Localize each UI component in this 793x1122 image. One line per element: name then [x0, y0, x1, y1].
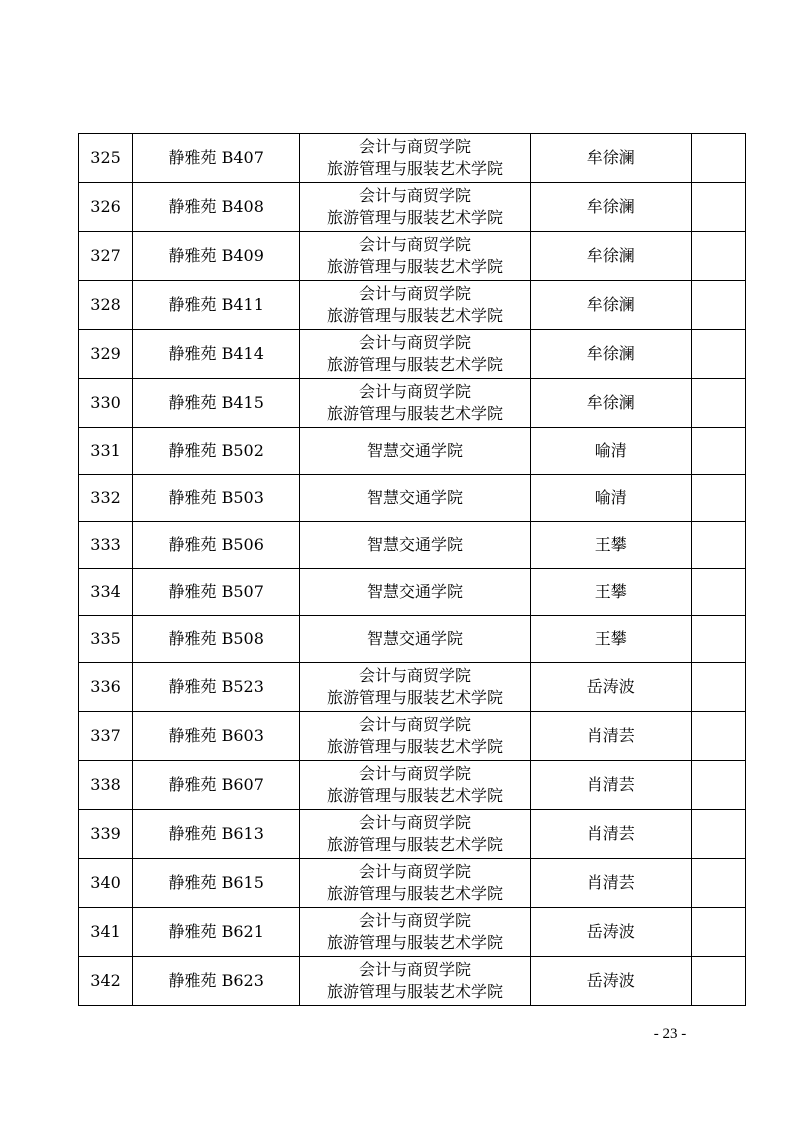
room-cell: 静雅苑 B415	[133, 379, 300, 428]
room-cell: 静雅苑 B613	[133, 810, 300, 859]
table-row	[79, 616, 746, 663]
note-cell	[691, 908, 745, 957]
college-name: 会计与商贸学院	[358, 813, 471, 832]
college-name: 旅游管理与服装艺术学院	[326, 257, 503, 276]
person-cell: 肖清芸	[530, 810, 691, 859]
college-name: 旅游管理与服装艺术学院	[326, 688, 503, 707]
table-row	[79, 281, 746, 330]
row-number-cell: 325	[79, 134, 133, 183]
table-row	[79, 183, 746, 232]
college-cell	[300, 475, 530, 522]
person-cell: 岳涛波	[530, 908, 691, 957]
room-cell: 静雅苑 B414	[133, 330, 300, 379]
college-cell	[300, 330, 530, 379]
table-body	[79, 134, 746, 1006]
college-name: 会计与商贸学院	[358, 137, 471, 156]
note-cell	[691, 183, 745, 232]
room-cell: 静雅苑 B409	[133, 232, 300, 281]
room-cell: 静雅苑 B603	[133, 712, 300, 761]
person-cell: 岳涛波	[530, 663, 691, 712]
room-cell: 静雅苑 B407	[133, 134, 300, 183]
college-cell	[300, 957, 530, 1006]
college-name: 旅游管理与服装艺术学院	[326, 306, 503, 325]
college-name: 会计与商贸学院	[358, 862, 471, 881]
college-name: 旅游管理与服装艺术学院	[326, 208, 503, 227]
college-name: 旅游管理与服装艺术学院	[326, 835, 503, 854]
note-cell	[691, 281, 745, 330]
room-cell: 静雅苑 B621	[133, 908, 300, 957]
college-cell	[300, 569, 530, 616]
person-cell: 喻清	[530, 475, 691, 522]
table-row	[79, 134, 746, 183]
person-cell: 牟徐澜	[530, 232, 691, 281]
college-name: 旅游管理与服装艺术学院	[326, 355, 503, 374]
college-name: 旅游管理与服装艺术学院	[326, 404, 503, 423]
person-cell: 牟徐澜	[530, 330, 691, 379]
college-name: 会计与商贸学院	[358, 333, 471, 352]
college-name: 会计与商贸学院	[358, 960, 471, 979]
note-cell	[691, 475, 745, 522]
college-name: 旅游管理与服装艺术学院	[326, 737, 503, 756]
note-cell	[691, 859, 745, 908]
page-number: - 23 -	[653, 1026, 687, 1042]
room-cell: 静雅苑 B503	[133, 475, 300, 522]
row-number-cell: 341	[79, 908, 133, 957]
person-cell: 王攀	[530, 616, 691, 663]
row-number-cell: 334	[79, 569, 133, 616]
college-name: 旅游管理与服装艺术学院	[326, 159, 503, 178]
row-number-cell: 329	[79, 330, 133, 379]
table-row	[79, 379, 746, 428]
room-cell: 静雅苑 B506	[133, 522, 300, 569]
room-cell: 静雅苑 B615	[133, 859, 300, 908]
note-cell	[691, 379, 745, 428]
college-cell	[300, 379, 530, 428]
room-cell: 静雅苑 B508	[133, 616, 300, 663]
row-number-cell: 326	[79, 183, 133, 232]
row-number-cell: 333	[79, 522, 133, 569]
college-name: 智慧交通学院	[366, 535, 463, 554]
college-name: 会计与商贸学院	[358, 382, 471, 401]
person-cell: 牟徐澜	[530, 379, 691, 428]
college-name: 智慧交通学院	[366, 629, 463, 648]
college-cell	[300, 428, 530, 475]
room-cell: 静雅苑 B507	[133, 569, 300, 616]
row-number-cell: 336	[79, 663, 133, 712]
college-name: 旅游管理与服装艺术学院	[326, 786, 503, 805]
row-number-cell: 338	[79, 761, 133, 810]
note-cell	[691, 957, 745, 1006]
college-cell	[300, 859, 530, 908]
row-number-cell: 335	[79, 616, 133, 663]
note-cell	[691, 810, 745, 859]
person-cell: 王攀	[530, 522, 691, 569]
person-cell: 肖清芸	[530, 761, 691, 810]
college-cell	[300, 663, 530, 712]
college-name: 旅游管理与服装艺术学院	[326, 933, 503, 952]
college-name: 智慧交通学院	[366, 441, 463, 460]
table-row	[79, 569, 746, 616]
row-number-cell: 342	[79, 957, 133, 1006]
college-name: 会计与商贸学院	[358, 284, 471, 303]
row-number-cell: 339	[79, 810, 133, 859]
note-cell	[691, 761, 745, 810]
row-number-cell: 327	[79, 232, 133, 281]
room-cell: 静雅苑 B607	[133, 761, 300, 810]
person-cell: 喻清	[530, 428, 691, 475]
note-cell	[691, 712, 745, 761]
college-name: 旅游管理与服装艺术学院	[326, 884, 503, 903]
table-row	[79, 330, 746, 379]
note-cell	[691, 134, 745, 183]
note-cell	[691, 232, 745, 281]
college-cell	[300, 761, 530, 810]
college-name: 会计与商贸学院	[358, 186, 471, 205]
person-cell: 肖清芸	[530, 859, 691, 908]
college-cell	[300, 134, 530, 183]
table-row	[79, 428, 746, 475]
table-row	[79, 712, 746, 761]
table-row	[79, 761, 746, 810]
person-cell: 牟徐澜	[530, 134, 691, 183]
room-cell: 静雅苑 B523	[133, 663, 300, 712]
table-row	[79, 908, 746, 957]
college-cell	[300, 908, 530, 957]
row-number-cell: 328	[79, 281, 133, 330]
college-cell	[300, 281, 530, 330]
room-cell: 静雅苑 B408	[133, 183, 300, 232]
table-row	[79, 859, 746, 908]
row-number-cell: 340	[79, 859, 133, 908]
college-name: 会计与商贸学院	[358, 911, 471, 930]
row-number-cell: 331	[79, 428, 133, 475]
row-number-cell: 332	[79, 475, 133, 522]
note-cell	[691, 428, 745, 475]
college-cell	[300, 522, 530, 569]
college-cell	[300, 183, 530, 232]
note-cell	[691, 616, 745, 663]
college-cell	[300, 616, 530, 663]
note-cell	[691, 663, 745, 712]
college-name: 旅游管理与服装艺术学院	[326, 982, 503, 1001]
note-cell	[691, 522, 745, 569]
room-cell: 静雅苑 B411	[133, 281, 300, 330]
table-row	[79, 475, 746, 522]
row-number-cell: 330	[79, 379, 133, 428]
college-cell	[300, 712, 530, 761]
college-name: 会计与商贸学院	[358, 235, 471, 254]
person-cell: 牟徐澜	[530, 183, 691, 232]
dormitory-table	[78, 133, 746, 1006]
room-cell: 静雅苑 B502	[133, 428, 300, 475]
college-name: 会计与商贸学院	[358, 764, 471, 783]
college-name: 会计与商贸学院	[358, 666, 471, 685]
college-name: 会计与商贸学院	[358, 715, 471, 734]
person-cell: 岳涛波	[530, 957, 691, 1006]
college-name: 智慧交通学院	[366, 488, 463, 507]
person-cell: 肖清芸	[530, 712, 691, 761]
note-cell	[691, 569, 745, 616]
table-row	[79, 957, 746, 1006]
table-row	[79, 232, 746, 281]
college-cell	[300, 810, 530, 859]
table-row	[79, 810, 746, 859]
room-cell: 静雅苑 B623	[133, 957, 300, 1006]
note-cell	[691, 330, 745, 379]
person-cell: 牟徐澜	[530, 281, 691, 330]
row-number-cell: 337	[79, 712, 133, 761]
college-cell	[300, 232, 530, 281]
table-row	[79, 522, 746, 569]
person-cell: 王攀	[530, 569, 691, 616]
table-row	[79, 663, 746, 712]
college-name: 智慧交通学院	[366, 582, 463, 601]
